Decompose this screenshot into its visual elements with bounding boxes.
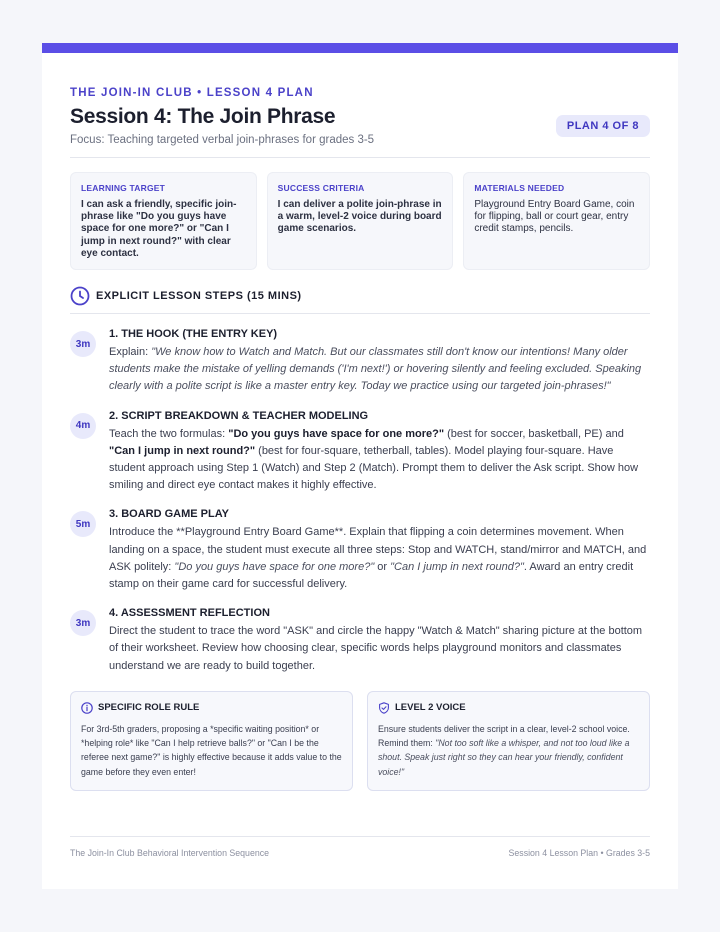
step-text: Teach the two formulas: — [109, 427, 229, 440]
card-heading: SUCCESS CRITERIA — [277, 183, 365, 193]
shield-check-icon — [378, 702, 390, 714]
phrase-one: "Do you guys have space for one more?" — [174, 560, 375, 573]
info-icon — [81, 702, 93, 714]
step-text: (best for four-square, tetherball, tables). Model playing four-square. Have student approach using Step 1 (Watch) and Step 2 (Match). Prompt them to deliver the Ask script. Show how smiling and direct eye contact makes it highly effective. — [109, 444, 639, 492]
header-divider — [70, 157, 650, 158]
step-text: . Award an entry credit stamp on their game card for successful delivery. — [109, 560, 634, 591]
tip-card-header — [378, 702, 639, 714]
lesson-step — [70, 328, 650, 396]
step-time-badge: 3m — [70, 610, 96, 636]
card-body: Playground Entry Board Game, coin for flipping, ball or court gear, entry credit stamps, pencils. — [474, 199, 635, 235]
tip-card-heading: SPECIFIC ROLE RULE — [98, 702, 200, 714]
tip-card-heading: LEVEL 2 VOICE — [395, 702, 466, 714]
step-text: or — [374, 560, 391, 573]
voice-quote: "Not too soft like a whisper, and not too loud like a shout. Speak just right so they can hear your friendly, confident voice!" — [378, 738, 630, 777]
lesson-step — [70, 410, 650, 495]
step-time-badge: 3m — [70, 331, 96, 357]
tip-card-body: For 3rd-5th graders, proposing a *specific waiting position* or *helping role* like "Can I help retrieve balls?" or "Can I be the referee next game?" is highly effective because it adds value to the game before they even enter! — [81, 723, 342, 777]
tip-cards — [70, 691, 650, 791]
page-content — [42, 87, 678, 791]
lesson-step — [70, 607, 650, 675]
learning-target-card — [70, 172, 257, 270]
card-body: I can deliver a polite join-phrase in a warm, level-2 voice during board game scenarios. — [277, 199, 442, 235]
step-lead: Explain: — [109, 346, 152, 358]
series-kicker: THE JOIN-IN CLUB • LESSON 4 PLAN — [70, 87, 314, 99]
step-body — [109, 524, 650, 593]
step-heading: 3. BOARD GAME PLAY — [109, 508, 230, 521]
step-text: Introduce the **Playground Entry Board Game**. Explain that flipping a coin determines movement. When landing on a space, the student must execute all three steps: Stop and WATCH, stand/mirror and MATCH, and ASK politely: — [109, 526, 647, 573]
materials-needed-card — [463, 172, 650, 270]
summary-cards — [70, 172, 650, 270]
tip-card-body — [378, 722, 639, 779]
phrase-two: "Can I jump in next round?" — [390, 560, 524, 573]
lesson-steps-header — [70, 286, 650, 306]
card-heading: LEARNING TARGET — [81, 183, 166, 193]
accent-top-bar — [42, 43, 678, 53]
step-heading: 2. SCRIPT BREAKDOWN & TEACHER MODELING — [109, 409, 369, 422]
step-body — [109, 344, 650, 396]
success-criteria-card — [267, 172, 454, 270]
card-body: I can ask a friendly, specific join-phrase like "Do you guys have space for one more?" or "Can I jump in next round?" with clear eye contact. — [81, 199, 237, 259]
step-heading: 4. ASSESSMENT REFLECTION — [109, 607, 270, 620]
page-title: Session 4: The Join Phrase — [70, 105, 336, 128]
clock-icon — [70, 286, 90, 306]
step-body: Direct the student to trace the word "ASK" and circle the happy "Watch & Match" sharing picture at the bottom of their worksheet. Review how choosing clear, specific words helps playground monitors and classmates understand we are ready to build together. — [109, 625, 643, 672]
step-time-badge: 4m — [70, 413, 96, 439]
steps-divider — [70, 313, 650, 314]
lesson-plan-page — [42, 43, 678, 889]
footer-left: The Join-In Club Behavioral Intervention Sequence — [70, 848, 270, 858]
formula-two: "Can I jump in next round?" — [109, 444, 256, 457]
tip-card-header — [81, 702, 342, 714]
step-text: (best for soccer, basketball, PE) and — [444, 427, 624, 440]
focus-subtitle: Focus: Teaching targeted verbal join-phrases for grades 3-5 — [70, 134, 375, 146]
step-time-badge: 5m — [70, 511, 96, 537]
card-heading: MATERIALS NEEDED — [474, 183, 565, 193]
voice-lead: Ensure students deliver the script in a clear, level-2 school voice. Remind them: — [378, 723, 630, 749]
formula-one: "Do you guys have space for one more?" — [228, 427, 445, 440]
step-quote: "We know how to Watch and Match. But our classmates still don't know our intentions! Many older students make the mistake of yelling demands ('I'm next!') or hovering silently and feeling excluded. Speaking clearly with a polite script is like a master entry key. Today we practice using our targeted join-phrases!" — [109, 346, 642, 393]
step-body — [109, 426, 650, 495]
page-footer — [70, 836, 650, 858]
plan-number-badge: PLAN 4 OF 8 — [556, 115, 650, 137]
lesson-step — [70, 508, 650, 593]
step-heading: 1. THE HOOK (THE ENTRY KEY) — [109, 328, 278, 340]
level-2-voice-card — [367, 691, 650, 791]
specific-role-rule-card — [70, 691, 353, 791]
footer-right: Session 4 Lesson Plan • Grades 3-5 — [508, 848, 650, 858]
lesson-steps-title: EXPLICIT LESSON STEPS (15 MINS) — [96, 290, 302, 302]
